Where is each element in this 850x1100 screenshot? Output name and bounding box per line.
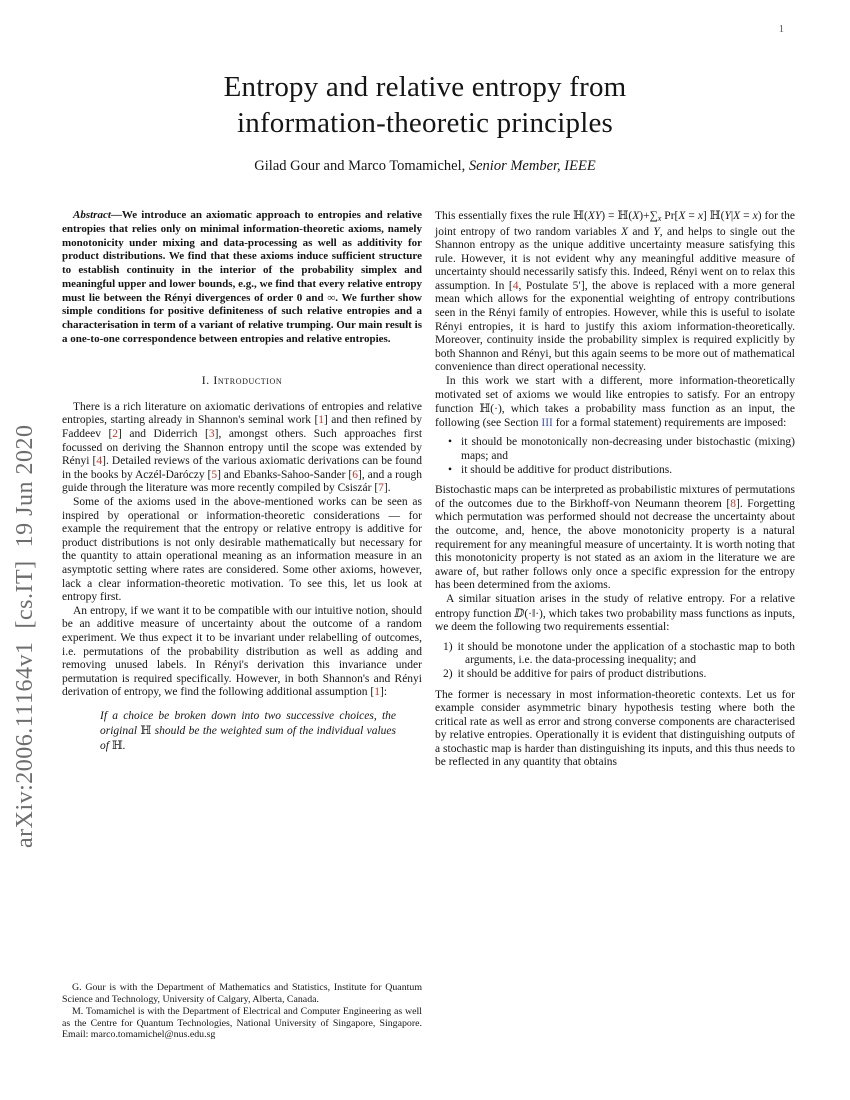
text-run: it should be additive for pairs of product distributions. bbox=[457, 667, 707, 680]
text-run: ℍ bbox=[111, 737, 123, 752]
intro-paragraph-3 bbox=[62, 605, 422, 700]
footnote-gour bbox=[62, 982, 422, 1005]
text-run: Bistochastic maps can be interpreted as probabilistic mixtures of permutations of the outcomes due to the Birkhoff-von Neumann theorem [ bbox=[435, 484, 795, 510]
text-run: . bbox=[122, 739, 126, 752]
text-run: , Postulate 5′], the above is replaced with a more general mean which allows for the exponential weighting of entropy contributions seen in the Rényi family of entropies. However, while this is useful to isolate Rényi entropies, it is hard to justify this axiom information-theoretically. Moreover, continuity inside the probability simplex is required explicitly by both Shannon and Rényi, but this again seems to be more out of mathematical convenience than direct operational necessity. bbox=[435, 279, 795, 374]
text-run: ) for the joint entropy of two random variables bbox=[435, 209, 795, 238]
text-run: it should be additive for product distributions. bbox=[461, 463, 673, 476]
citation-ref[interactable]: 7 bbox=[378, 482, 384, 495]
intro-paragraph-2 bbox=[62, 496, 422, 605]
text-run: Y bbox=[653, 225, 660, 238]
text-run: X bbox=[632, 209, 640, 222]
text-run: ℍ bbox=[617, 207, 629, 222]
left-column bbox=[62, 209, 422, 1041]
text-run: ] and then refined by Faddeev [ bbox=[62, 414, 423, 441]
enum-number: 1) bbox=[443, 640, 453, 653]
text-run: Abstract bbox=[73, 208, 111, 221]
text-run: ] and Diderrich [ bbox=[118, 428, 209, 441]
text-run: M. Tomamichel is with the Department of Electrical and Computer Engineering as well as the Centre for Quantum Technologies, National University of Singapore, Singapore. Email: marco.tomamichel@nus.edu.sg bbox=[62, 1005, 422, 1041]
text-run: Y bbox=[724, 209, 731, 222]
section-ref[interactable]: III bbox=[541, 416, 553, 429]
text-run: G. Gour is with the Department of Mathematics and Statistics, Institute for Quantum Science and Technology, University of Calgary, Alberta, Canada. bbox=[62, 982, 422, 1006]
shannon-quote bbox=[100, 709, 396, 753]
text-run: x bbox=[697, 209, 703, 222]
title-line-2: information-theoretic principles bbox=[236, 106, 614, 139]
text-run: should be the weighted sum of the individual values of bbox=[100, 724, 396, 752]
citation-ref[interactable]: 5 bbox=[211, 468, 218, 481]
text-run: ]. Detailed reviews of the various axiomatic derivations can be found in the books by Aczél-Daróczy [ bbox=[62, 455, 422, 481]
entropy-axiom-list bbox=[435, 436, 795, 477]
text-run: An entropy, if we want it to be compatible with our intuitive notion, should be an additive measure of uncertainty about the outcome of a random experiment. We thus expect it to be invariant under relabelling of outcomes, i.e. permutations of the probability distribution as well as adding and removing unused labels. In Rényi's derivation this invariance under permutation is required specifically. However, in both Shannon's and Rényi derivation of entropy, we find the following additional assumption [ bbox=[62, 604, 422, 699]
text-run: | bbox=[730, 209, 734, 222]
text-run: ( bbox=[720, 209, 725, 222]
text-run: x bbox=[752, 209, 758, 222]
intro-paragraph-1 bbox=[62, 401, 422, 496]
text-run: X bbox=[678, 209, 686, 222]
right-paragraph-3 bbox=[435, 484, 795, 593]
text-run: x bbox=[657, 213, 662, 223]
text-run: for a formal statement) requirements are imposed: bbox=[552, 416, 787, 429]
paper-title bbox=[0, 70, 850, 142]
right-paragraph-5 bbox=[435, 689, 795, 771]
bullet-item-mixing bbox=[448, 436, 795, 463]
text-run: ], amongst others. Such approaches first focussed on deriving the Shannon entropy until the scope was extended by Rényi [ bbox=[62, 428, 423, 468]
citation-ref[interactable]: 1 bbox=[374, 686, 380, 699]
text-run: and bbox=[628, 225, 654, 238]
text-run: ]. bbox=[383, 482, 391, 495]
text-run: = bbox=[685, 209, 698, 222]
right-paragraph-2 bbox=[435, 375, 795, 430]
text-run: Gilad Gour and Marco Tomamichel, bbox=[254, 157, 469, 174]
enum-number: 2) bbox=[443, 667, 453, 680]
citation-ref[interactable]: 1 bbox=[318, 414, 325, 427]
text-run: ℍ bbox=[479, 401, 491, 416]
text-run: ℍ bbox=[140, 722, 152, 737]
text-run: X bbox=[733, 209, 741, 222]
text-run: X bbox=[620, 225, 629, 238]
text-run: ], and a rough guide through the literature was more recently compiled by Csiszár [ bbox=[62, 468, 422, 495]
section-heading-introduction: I. Introduction bbox=[201, 372, 283, 387]
text-run: ℍ bbox=[709, 207, 721, 222]
text-run: —We introduce an axiomatic approach to entropies and relative entropies that relies only on minimal information-theoretic axioms, namely monotonicity under mixing and data-processing as well as additivity for product distributions. We find that these axioms induce sufficient structure to establish continuity in the interior of the probability simplex and meaningful upper and lower bounds, e.g., we find that every relative entropy must lie between the Rényi divergences of order 0 and ∞. We further show simple conditions for positive definiteness of such relative entropies and a characterisation in term of a variant of relative trumping. Our main result is a one-to-one correspondence between entropies and relative entropies. bbox=[62, 208, 422, 346]
enum-text bbox=[458, 668, 707, 680]
text-run: ( bbox=[628, 209, 633, 222]
text-run: = bbox=[740, 209, 753, 222]
text-run: There is a rich literature on axiomatic derivations of entropies and relative entropies, starting already in Shannon's seminal work [ bbox=[62, 400, 422, 427]
text-run: ] and Ebanks-Sahoo-Sander [ bbox=[217, 468, 353, 481]
text-run: it should be monotone under the application of a stochastic map to both arguments, i.e. the data-processing inequality; and bbox=[457, 640, 795, 667]
text-run: Pr[ bbox=[661, 209, 679, 222]
text-run: The former is necessary in most information-theoretic contexts. Let us for example consider asymmetric binary hypothesis testing where both the critical rate as well as error and strong converse components are characterised by relative entropies. Operationally it is evident that distinguishing outputs of a stochastic map is harder than distinguishing its inputs, and this thus needs to be reflected in any quantity that obtains bbox=[435, 688, 795, 769]
citation-ref[interactable]: 4 bbox=[512, 279, 519, 292]
text-run: In this work we start with a different, more information-theoretically motivated set of axioms we would like entropies to satisfy. For an entropy function bbox=[435, 375, 795, 416]
author-footnotes bbox=[62, 982, 422, 1041]
text-run: , and helps to single out the Shannon entropy as the unique additive uncertainty measure satisfying this rule. However, it is not evident why any meaningful additive measure of uncertainty should necessarily satisfy this. Indeed, Rényi went on to relax this assumption. In [ bbox=[435, 225, 796, 292]
citation-ref[interactable]: 2 bbox=[112, 428, 119, 441]
text-run: ]. Forgetting which permutation was performed should not decrease the uncertainty about the outcome, and, hence, the above monotonicity property is a natural requirement for any meaningful measure of uncertainty. It is worth noting that this monotonicity property is not stated as an axiom in the literature we are aware of, but rather follows only once a specific expression for the entropy has been determined from the axioms. bbox=[435, 497, 795, 592]
bullet-item-additive bbox=[448, 464, 795, 478]
two-column-body bbox=[0, 209, 850, 1041]
abstract bbox=[62, 209, 422, 347]
right-paragraph-1 bbox=[435, 209, 795, 375]
title-line-1: Entropy and relative entropy from bbox=[223, 71, 627, 103]
text-run: (·), which takes a probability mass function as an input, the following (see Section bbox=[435, 403, 795, 429]
text-run: Some of the axioms used in the above-mentioned works can be seen as inspired by operational or information-theoretic considerations — for example the requirement that the entropy or relative entropy is additive for product distributions is not only desirable mathematically but necessary for the quantity to attain operational meaning as an information measure in an asymptotic setting where rates are considered. Some other axioms, however, lack a clear information-theoretic motivation. To see this, let us look at entropy first. bbox=[62, 496, 422, 604]
text-run: A similar situation arises in the study of relative entropy. For a relative entropy function bbox=[435, 592, 795, 620]
enum-item-additive bbox=[443, 668, 795, 682]
text-run: If a choice be broken down into two successive choices, the original bbox=[100, 709, 396, 737]
text-run: ⅅ bbox=[514, 605, 525, 620]
author-line bbox=[0, 158, 850, 175]
right-column bbox=[435, 209, 795, 1041]
citation-ref[interactable]: 8 bbox=[730, 497, 736, 510]
text-run: ) = bbox=[601, 209, 618, 222]
arxiv-banner: arXiv:2006.11164v1 [cs.IT] 19 Jun 2020 bbox=[12, 424, 38, 848]
footnote-tomamichel bbox=[62, 1006, 422, 1041]
page-number: 1 bbox=[778, 24, 784, 35]
text-run: This essentially fixes the rule bbox=[435, 209, 574, 222]
text-run: it should be monotonically non-decreasing under bistochastic (mixing) maps; and bbox=[461, 436, 795, 462]
text-run: ( bbox=[583, 209, 588, 222]
text-run: )+∑ bbox=[639, 209, 658, 222]
text-run: ]: bbox=[380, 686, 388, 699]
citation-ref[interactable]: 4 bbox=[96, 455, 103, 468]
paper-header bbox=[0, 0, 850, 175]
text-run: XY bbox=[587, 209, 602, 222]
right-paragraph-4 bbox=[435, 593, 795, 635]
text-run: ] bbox=[702, 209, 710, 222]
text-run: (·‖·), which takes two probability mass functions as inputs, we deem the following two requirements essential: bbox=[435, 607, 796, 634]
citation-ref[interactable]: 6 bbox=[352, 468, 359, 481]
relative-entropy-axiom-list bbox=[435, 641, 795, 682]
text-run: Senior Member, IEEE bbox=[468, 157, 596, 174]
text-run: ℍ bbox=[573, 207, 584, 222]
enum-item-dpi bbox=[443, 641, 795, 668]
enum-text bbox=[458, 641, 795, 667]
citation-ref[interactable]: 3 bbox=[208, 428, 215, 441]
